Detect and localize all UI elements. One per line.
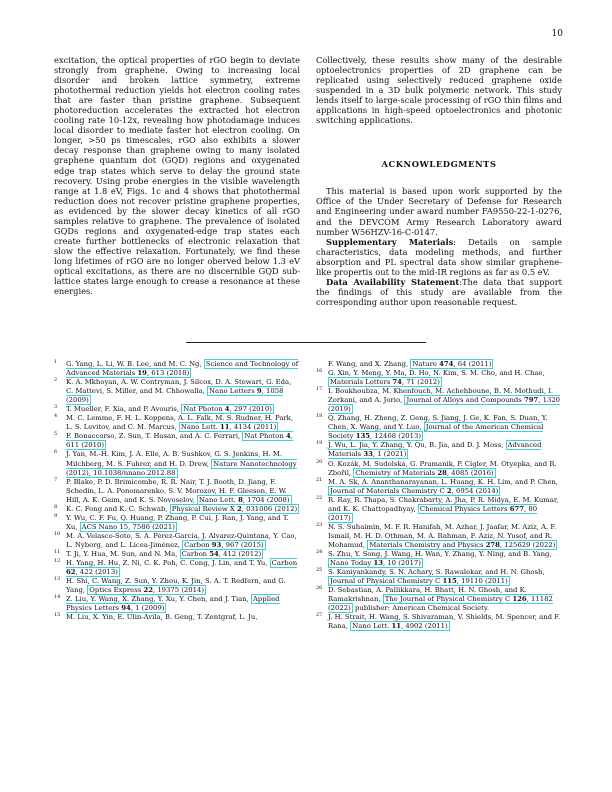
reference-pages: , 297 (2010) — [229, 405, 272, 414]
reference-authors: M. A. Velasco-Soto, S. A. Pérez-García, J. Alvarez-Quintana, Y. Cao, L. Nyborg, and L. Licea-Jiménez, — [66, 531, 297, 549]
reference-authors: P. Blake, P. D. Brimicombe, R. R. Nair, T. J. Booth, D. Jiang, F. Schedin, L. A. Ponomarenko, S. V. Morozov, H. F. Gleeson, E. W. Hill, A. K. Geim, and K. S. Novoselov, — [66, 477, 287, 504]
reference-journal: Carbon — [181, 549, 210, 558]
reference-number: 16 — [316, 368, 323, 375]
reference-volume: 4 — [286, 432, 291, 441]
reference-authors: K. A. Mkhoyan, A. W. Contryman, J. Silcox, D. A. Stewart, G. Eda, C. Mattevi, S. Miller, and M. Chhowalla, — [66, 378, 292, 396]
reference-volume: 13 — [373, 559, 383, 568]
reference-journal: Applied Physics Letters — [66, 595, 280, 613]
reference-journal: Nature Nanotechnology (2012), 10.1038/nnano.2012.88 — [66, 459, 297, 477]
acknowledgments-paragraph: This material is based upon work supported by the Office of the Under Secretary of Defense for Research and Engineering under award number FA9550-22-1-0276, and the DEVCOM Army Research Laboratory award number W56HZV-16-C-0147. — [316, 186, 562, 237]
reference-pages: , 4134 (2011) — [229, 423, 277, 432]
reference-authors: S. Zhu, Y. Song, J. Wang, H. Wan, Y. Zhang, Y. Ning, and B. Yang, — [328, 549, 552, 558]
reference-pages: , 611 (2010) — [66, 432, 293, 450]
reference-pages: , 1704 (2008) — [242, 495, 290, 504]
reference-item — [316, 441, 562, 459]
reference-number: 12 — [54, 558, 61, 565]
reference-pages: , 10 (2017) — [382, 559, 421, 568]
reference-item — [54, 505, 300, 514]
reference-volume: 28 — [437, 468, 447, 477]
reference-item — [54, 414, 300, 432]
reference-link[interactable] — [328, 558, 423, 568]
reference-item — [54, 532, 300, 550]
reference-link[interactable] — [80, 522, 177, 532]
reference-number: 24 — [316, 548, 323, 555]
reference-item — [54, 550, 300, 559]
reference-volume: 62 — [66, 568, 76, 577]
reference-volume: 11 — [391, 622, 401, 631]
reference-item — [316, 360, 562, 369]
reference-journal: Materials Letters — [330, 378, 393, 387]
reference-link[interactable] — [353, 468, 495, 478]
reference-authors: G. Yang, L. Li, W. B. Lee, and M. C. Ng, — [66, 360, 204, 368]
reference-journal: Science and Technology of Advanced Materials — [66, 360, 299, 378]
reference-pages: , 1 (2009) — [130, 604, 165, 613]
reference-journal: Nature — [412, 360, 440, 368]
reference-journal: Chemistry of Materials — [355, 468, 438, 477]
reference-authors: J. H. Strait, H. Wang, S. Shivaraman, V. Shields, M. Spencer, and F. Rana, — [328, 613, 561, 631]
reference-authors: R. Ray, R. Thapa, S. Chakrabarty, A. Jha, P. R. Midya, E. M. Kumar, and K. K. Chattopadhyay, — [328, 495, 559, 513]
section-divider — [186, 342, 426, 343]
reference-volume: 9 — [256, 387, 262, 396]
reference-item — [54, 478, 300, 505]
reference-volume: 74 — [392, 378, 402, 387]
reference-item — [54, 595, 300, 613]
reference-volume: 19 — [137, 369, 147, 378]
reference-volume: 115 — [442, 577, 457, 586]
reference-link[interactable] — [87, 585, 206, 595]
reference-item — [54, 514, 300, 532]
reference-pages: , 4085 (2016) — [446, 468, 494, 477]
reference-number: 5 — [54, 431, 58, 438]
conclusion-paragraph: Collectively, these results show many of the desirable optoelectronics properties of 2D graphene can be replicated using selectively reduced graphene oxide suspended in a 3D bulk polymeric network. This study lends itself to large-scale processing of rGO thin films and applications in high-speed optoelectronics and photonic switching applications. — [316, 55, 562, 126]
reference-number: 4 — [54, 413, 58, 420]
supplementary-paragraph — [316, 237, 562, 277]
reference-link[interactable] — [328, 486, 500, 496]
reference-item — [316, 613, 562, 631]
reference-authors: I. Boukhoubza, M. Khenfouch, M. Achehboune, B. M. Mothudi, I. Zorkani, and A. Jorio, — [328, 387, 554, 405]
reference-number: 6 — [54, 449, 58, 456]
reference-item — [316, 369, 562, 387]
reference-journal: Advanced Materials — [328, 441, 542, 459]
reference-pages: , 12468 (2013) — [369, 432, 422, 441]
reference-authors: S. Kaniyankandy, S. N. Achary, S. Rawalekar, and H. N. Ghosh, — [328, 568, 545, 577]
references-right-column — [316, 360, 562, 631]
reference-pages: , 031006 (2012) — [241, 504, 298, 513]
reference-volume: 126 — [512, 595, 527, 604]
reference-volume: 677 — [509, 504, 524, 513]
reference-journal: The Journal of Physical Chemistry C — [384, 595, 513, 604]
reference-item — [316, 586, 562, 613]
reference-volume: 278 — [485, 540, 500, 549]
reference-pages: , 125629 (2022) — [499, 540, 556, 549]
reference-item — [54, 432, 300, 450]
reference-volume: 8 — [238, 495, 243, 504]
reference-number: 18 — [316, 413, 323, 420]
reference-number: 14 — [54, 594, 61, 601]
reference-authors: H. Shi, C. Wang, Z. Sun, Y. Zhou, K. Jin, S. A. T. Redfern, and G. Yang, — [66, 577, 286, 595]
reference-authors: N. S. Suhaimin, M. F. R. Hanifah, M. Azhar, J. Jaafar, M. Aziz, A. F. Ismail, M. H. D. Othman, M. A. Rahman, F. Aziz, N. Yusof, and R. Mohamud, — [328, 522, 557, 549]
reference-authors: F. Bonaccorso, Z. Sun, T. Hasan, and A. C. Ferrari, — [66, 432, 243, 441]
left-text-column — [54, 55, 300, 296]
reference-authors: M. C. Lemme, F. H. L. Koppens, A. L. Falk, M. S. Rudner, H. Park, L. S. Levitov, and C. M. Marcus, — [66, 414, 294, 432]
reference-volume: 93 — [211, 540, 222, 549]
reference-item — [54, 613, 300, 622]
reference-volume: 22 — [143, 586, 153, 595]
reference-pages: , 422 (2013) — [75, 568, 118, 577]
reference-note: publisher: American Chemical Society. — [352, 604, 490, 613]
reference-link[interactable] — [328, 377, 442, 387]
reference-number: 20 — [316, 458, 323, 465]
reference-journal: Materials Chemistry and Physics — [369, 540, 486, 549]
reference-authors: F. Wang, and X. Zhang, — [328, 360, 411, 368]
reference-link[interactable] — [328, 576, 510, 586]
reference-item — [54, 378, 300, 405]
reference-journal: Nano Today — [330, 559, 374, 568]
reference-link[interactable] — [367, 540, 557, 550]
reference-item — [316, 496, 562, 523]
reference-volume: 2 — [236, 504, 242, 513]
reference-pages: , 80 (2017) — [328, 504, 538, 522]
reference-authors: H. Yang, H. Hu, Z. Ni, C. K. Poh, C. Cong, J. Lin, and T. Yu, — [66, 559, 270, 568]
reference-pages: , 11182 (2022) — [328, 595, 553, 613]
reference-authors: G. Xin, Y. Meng, Y. Ma, D. Ho, N. Kim, S. M. Cho, and H. Chae, — [328, 369, 545, 378]
reference-pages: , 19110 (2011) — [456, 577, 508, 586]
reference-pages: , 1058 (2009) — [66, 387, 284, 405]
reference-number: 22 — [316, 494, 323, 501]
reference-number: 19 — [316, 440, 323, 447]
reference-number: 23 — [316, 521, 323, 528]
reference-item — [316, 550, 562, 568]
reference-journal: ACS Nano 15, 7586 (2021) — [81, 522, 175, 531]
reference-authors: T. Mueller, F. Xia, and P. Avouris, — [66, 405, 182, 414]
reference-authors: O. Kozák, M. Sudolská, G. Pramanik, P. Cígler, M. Otyepka, and R. Zbořil, — [328, 459, 557, 477]
reference-pages: , 412 (2012) — [218, 549, 262, 558]
reference-authors: M. Liu, X. Yin, E. Ulin-Avila, B. Geng, T. Zentgraf, L. Ju, — [66, 613, 258, 622]
reference-item — [316, 387, 562, 414]
reference-item — [316, 568, 562, 586]
reference-pages: , 4902 (2011) — [400, 622, 448, 631]
reference-number: 2 — [54, 377, 58, 384]
reference-volume: 2 — [446, 486, 452, 495]
references-left-column — [54, 360, 300, 622]
reference-item — [54, 360, 300, 378]
reference-pages: , 71 (2012) — [401, 378, 440, 387]
reference-number: 21 — [316, 476, 323, 483]
reference-number: 13 — [54, 576, 61, 583]
reference-item — [54, 450, 300, 477]
acknowledgments-heading: ACKNOWLEDGMENTS — [381, 159, 497, 170]
reference-pages: , 1 (2021) — [372, 450, 407, 459]
supplementary-label: Supplementary Materials — [326, 236, 454, 247]
reference-journal: Nano Letters — [209, 387, 257, 396]
reference-item — [316, 523, 562, 550]
right-text-column — [316, 55, 562, 307]
reference-pages: , 6954 (2014) — [451, 486, 499, 495]
reference-item — [316, 460, 562, 478]
reference-number: 17 — [316, 386, 323, 393]
reference-pages: , 967 (2015) — [221, 540, 264, 549]
reference-journal: Journal of the American Chemical Society — [328, 423, 544, 441]
supplementary-text: : Details on sample characteristics, data modeling methods, and further absorption and PL spectral data show similar graphene-like propertis out to the mid-IR regions as far as 0.5 eV. — [316, 236, 562, 277]
reference-volume: 135 — [355, 432, 370, 441]
reference-number: 1 — [54, 359, 58, 365]
reference-journal: Carbon — [184, 540, 212, 549]
reference-number: 15 — [54, 612, 61, 619]
reference-journal: Nat Photon — [183, 405, 225, 414]
reference-authors: K. C. Fong and K. C. Schwab, — [66, 504, 170, 513]
reference-link[interactable] — [181, 404, 274, 414]
reference-authors: M. A. Sk, A. Ananthanarayanan, L. Huang, K. H. Lim, and P. Chen, — [328, 477, 558, 486]
reference-authors: Y. Wu, C. F. Fu, Q. Huang, P. Zhang, P. Cui, J. Ran, J. Yang, and T. Xu, — [66, 513, 289, 531]
reference-journal: Nat Photon — [244, 432, 286, 441]
reference-number: 9 — [54, 512, 58, 519]
reference-number: 11 — [54, 548, 61, 555]
reference-number: 26 — [316, 585, 323, 592]
reference-journal: Journal of Materials Chemistry C — [330, 486, 447, 495]
reference-item — [54, 559, 300, 577]
reference-number: 25 — [316, 567, 323, 574]
reference-authors: Q. Zhang, H. Zheng, Z. Geng, S. Jiang, J. Ge, K. Fan, S. Duan, Y. Chen, X. Wang, and Y. Luo, — [328, 414, 548, 432]
reference-authors: J. Wu, L. Jia, Y. Zhang, Y. Qu, B. Jia, and D. J. Moss, — [328, 441, 506, 450]
reference-volume: 94 — [121, 604, 131, 613]
reference-item — [54, 577, 300, 595]
reference-journal: Carbon — [271, 559, 298, 568]
reference-journal: Journal of Alloys and Compounds — [406, 396, 524, 405]
reference-item — [316, 478, 562, 496]
reference-authors: J. Yan, M.-H. Kim, J. A. Elle, A. B. Sushkov, G. S. Jenkins, H. M. Milchberg, M. S. Fuhrer, and H. D. Drew, — [66, 450, 283, 468]
reference-journal: Journal of Physical Chemistry C — [330, 577, 443, 586]
reference-pages: , 613 (2018) — [146, 369, 190, 378]
reference-link[interactable] — [180, 549, 264, 559]
reference-volume: 54 — [209, 549, 219, 558]
reference-number: 27 — [316, 612, 323, 619]
reference-item — [316, 414, 562, 441]
availability-label: Data Availability Statement — [326, 276, 460, 287]
reference-journal: Nano Lett. — [352, 622, 392, 631]
reference-link[interactable] — [170, 504, 299, 514]
reference-pages: , 19375 (2014) — [152, 586, 205, 595]
reference-journal: Nano Lett. — [198, 495, 239, 504]
reference-volume: 474 — [439, 360, 454, 368]
body-paragraph: excitation, the optical properties of rGO begin to deviate strongly from graphene. Owing to increasing local disorder and broken lattice symmetry, extreme photothermal reduction yields hot electron cooling rates that are faster than pristine graphene. Subsequent photoreduction accelerates the extracted hot electron cooling rate 10-12x, revealing how photodamage induces local disorder to mediate faster hot electron cooling. On longer, >50 ps timescales, rGO also exhibits a slower decay response than graphene owing to many isolated graphene quantum dot (GQD) regions and oxygenated edge trap states which serve to delay the ground state recovery. Using probe energies in the visible wavelength range at 1.8 eV, Figs. 1c and 4 shows that photothermal reduction does not recover pristine graphene properties, as evidenced by the slower decay kinetics of all rGO samples relative to graphene. The prevalence of isolated GQDs regions and oxygenated-edge trap states each create further bottlenecks of electronic relaxation that slow the effective relaxation. Fortunately, we find these long lifetimes of rGO are no longer oberved below 1.3 eV optical excitations, as there are no discernible GQD sub-lattice states large enough to crease a resonance at these energies. — [54, 55, 300, 297]
reference-number: 8 — [54, 503, 58, 510]
reference-item — [54, 405, 300, 414]
reference-pages: , 64 (2011) — [453, 360, 492, 368]
reference-journal: Optics Express — [89, 586, 144, 595]
reference-authors: T. Ji, Y. Hua, M. Sun, and N. Ma, — [66, 549, 180, 558]
reference-journal: Nano Lett. — [180, 423, 221, 432]
availability-text: :The data that support the findings of this study are available from the corresponding author upon reasonable request. — [316, 276, 562, 307]
reference-volume: 33 — [363, 450, 373, 459]
reference-number: 10 — [54, 530, 61, 537]
page-number: 10 — [551, 29, 563, 39]
reference-authors: Z. Liu, Y. Wang, X. Zhang, Y. Xu, Y. Chen, and J. Tian, — [66, 595, 251, 604]
reference-journal: Chemical Physics Letters — [419, 504, 510, 513]
reference-pages: , 1320 (2019) — [328, 396, 561, 414]
reference-authors: D. Sebastian, A. Pallikkara, H. Bhatt, H. N. Ghosh, and K. Ramakrishnan, — [328, 586, 527, 604]
reference-volume: 4 — [224, 405, 230, 414]
reference-volume: 797 — [523, 396, 539, 405]
reference-journal: Physical Review X — [171, 504, 237, 513]
reference-volume: 11 — [220, 423, 230, 432]
reference-link[interactable] — [410, 359, 493, 369]
reference-link[interactable] — [350, 621, 449, 631]
reference-number: 3 — [54, 404, 58, 411]
reference-number: 7 — [54, 476, 58, 483]
availability-paragraph — [316, 277, 562, 307]
